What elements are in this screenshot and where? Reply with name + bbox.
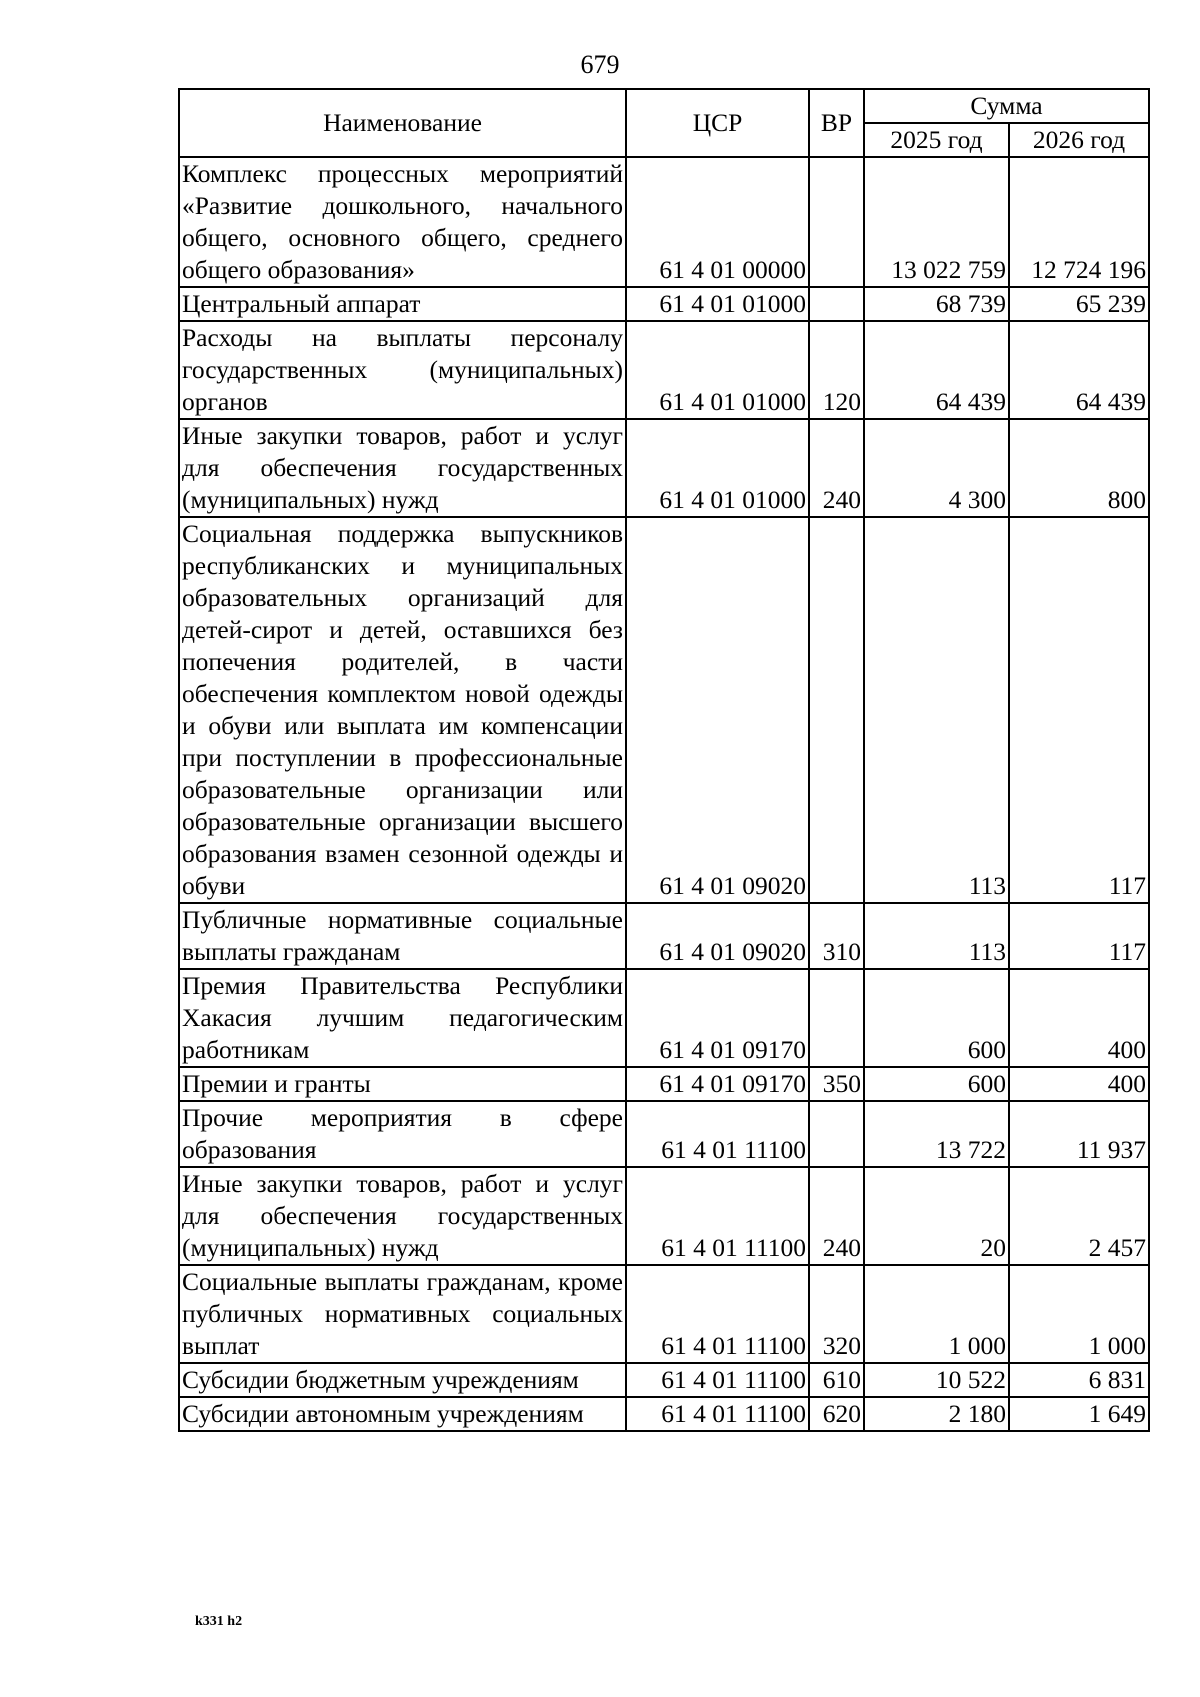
- row-sum-2025: 4 300: [864, 419, 1009, 517]
- budget-table: [178, 88, 1150, 1432]
- row-csr: 61 4 01 11100: [626, 1265, 809, 1363]
- row-sum-2026: 2 457: [1009, 1167, 1149, 1265]
- table-row: [179, 903, 1149, 969]
- table-row: [179, 321, 1149, 419]
- row-csr: 61 4 01 11100: [626, 1397, 809, 1431]
- row-sum-2025: 13 722: [864, 1101, 1009, 1167]
- row-vr: 240: [809, 419, 864, 517]
- table-row: [179, 1167, 1149, 1265]
- row-sum-2026: 65 239: [1009, 287, 1149, 321]
- table-row: [179, 157, 1149, 287]
- table-row: [179, 969, 1149, 1067]
- document-code: k331 h2: [195, 1614, 243, 1629]
- header-sum: Сумма: [864, 89, 1149, 123]
- row-csr: 61 4 01 09020: [626, 517, 809, 903]
- row-sum-2025: 10 522: [864, 1363, 1009, 1397]
- row-sum-2026: 117: [1009, 517, 1149, 903]
- row-name: Комплекс процессных мероприятий «Развитие дошкольного, начального общего, основного общего, среднего общего образования»: [179, 157, 626, 287]
- header-csr: ЦСР: [626, 89, 809, 157]
- row-name: Субсидии бюджетным учреждениям: [179, 1363, 626, 1397]
- row-vr: 350: [809, 1067, 864, 1101]
- row-sum-2026: 11 937: [1009, 1101, 1149, 1167]
- row-name: Публичные нормативные социальные выплаты гражданам: [179, 903, 626, 969]
- row-sum-2025: 113: [864, 517, 1009, 903]
- row-name: Субсидии автономным учреждениям: [179, 1397, 626, 1431]
- row-vr: 120: [809, 321, 864, 419]
- row-sum-2026: 12 724 196: [1009, 157, 1149, 287]
- header-name: Наименование: [179, 89, 626, 157]
- table-row: [179, 287, 1149, 321]
- table-row: [179, 1101, 1149, 1167]
- row-sum-2026: 6 831: [1009, 1363, 1149, 1397]
- row-sum-2026: 400: [1009, 1067, 1149, 1101]
- row-csr: 61 4 01 01000: [626, 287, 809, 321]
- row-sum-2025: 600: [864, 1067, 1009, 1101]
- row-name: Расходы на выплаты персоналу государственных (муниципальных) органов: [179, 321, 626, 419]
- row-sum-2026: 1 649: [1009, 1397, 1149, 1431]
- row-vr: 240: [809, 1167, 864, 1265]
- row-sum-2026: 1 000: [1009, 1265, 1149, 1363]
- row-sum-2025: 2 180: [864, 1397, 1009, 1431]
- row-name: Иные закупки товаров, работ и услуг для обеспечения государственных (муниципальных) нужд: [179, 1167, 626, 1265]
- table-row: [179, 517, 1149, 903]
- table-row: [179, 1067, 1149, 1101]
- row-vr: 320: [809, 1265, 864, 1363]
- row-vr: 610: [809, 1363, 864, 1397]
- row-vr: [809, 517, 864, 903]
- row-name: Иные закупки товаров, работ и услуг для обеспечения государственных (муниципальных) нужд: [179, 419, 626, 517]
- row-vr: [809, 969, 864, 1067]
- row-csr: 61 4 01 11100: [626, 1167, 809, 1265]
- row-sum-2025: 20: [864, 1167, 1009, 1265]
- row-name: Прочие мероприятия в сфере образования: [179, 1101, 626, 1167]
- row-vr: [809, 1101, 864, 1167]
- row-csr: 61 4 01 01000: [626, 321, 809, 419]
- row-vr: [809, 157, 864, 287]
- row-sum-2025: 13 022 759: [864, 157, 1009, 287]
- table-row: [179, 1363, 1149, 1397]
- row-sum-2026: 64 439: [1009, 321, 1149, 419]
- header-vr: ВР: [809, 89, 864, 157]
- page-number: 679: [580, 50, 620, 79]
- row-sum-2025: 600: [864, 969, 1009, 1067]
- row-name: Центральный аппарат: [179, 287, 626, 321]
- row-sum-2026: 400: [1009, 969, 1149, 1067]
- row-csr: 61 4 01 09170: [626, 1067, 809, 1101]
- table-row: [179, 1265, 1149, 1363]
- row-sum-2026: 117: [1009, 903, 1149, 969]
- row-vr: [809, 287, 864, 321]
- row-csr: 61 4 01 00000: [626, 157, 809, 287]
- table-row: [179, 419, 1149, 517]
- row-csr: 61 4 01 01000: [626, 419, 809, 517]
- row-csr: 61 4 01 09020: [626, 903, 809, 969]
- header-year-2026: 2026 год: [1009, 123, 1149, 157]
- row-name: Премии и гранты: [179, 1067, 626, 1101]
- row-csr: 61 4 01 11100: [626, 1101, 809, 1167]
- table-row: [179, 1397, 1149, 1431]
- row-csr: 61 4 01 11100: [626, 1363, 809, 1397]
- row-sum-2025: 64 439: [864, 321, 1009, 419]
- row-sum-2026: 800: [1009, 419, 1149, 517]
- row-name: Социальные выплаты гражданам, кроме публичных нормативных социальных выплат: [179, 1265, 626, 1363]
- row-sum-2025: 68 739: [864, 287, 1009, 321]
- row-name: Социальная поддержка выпускников республиканских и муниципальных образовательных организаций для детей-сирот и детей, оставшихся без попечения родителей, в части обеспечения комплектом новой одежды и обуви или выплата им компенсации при поступлении в профессиональные образовательные организации или образовательные организации высшего образования взамен сезонной одежды и обуви: [179, 517, 626, 903]
- row-csr: 61 4 01 09170: [626, 969, 809, 1067]
- row-sum-2025: 1 000: [864, 1265, 1009, 1363]
- header-year-2025: 2025 год: [864, 123, 1009, 157]
- row-sum-2025: 113: [864, 903, 1009, 969]
- row-name: Премия Правительства Республики Хакасия лучшим педагогическим работникам: [179, 969, 626, 1067]
- row-vr: 310: [809, 903, 864, 969]
- row-vr: 620: [809, 1397, 864, 1431]
